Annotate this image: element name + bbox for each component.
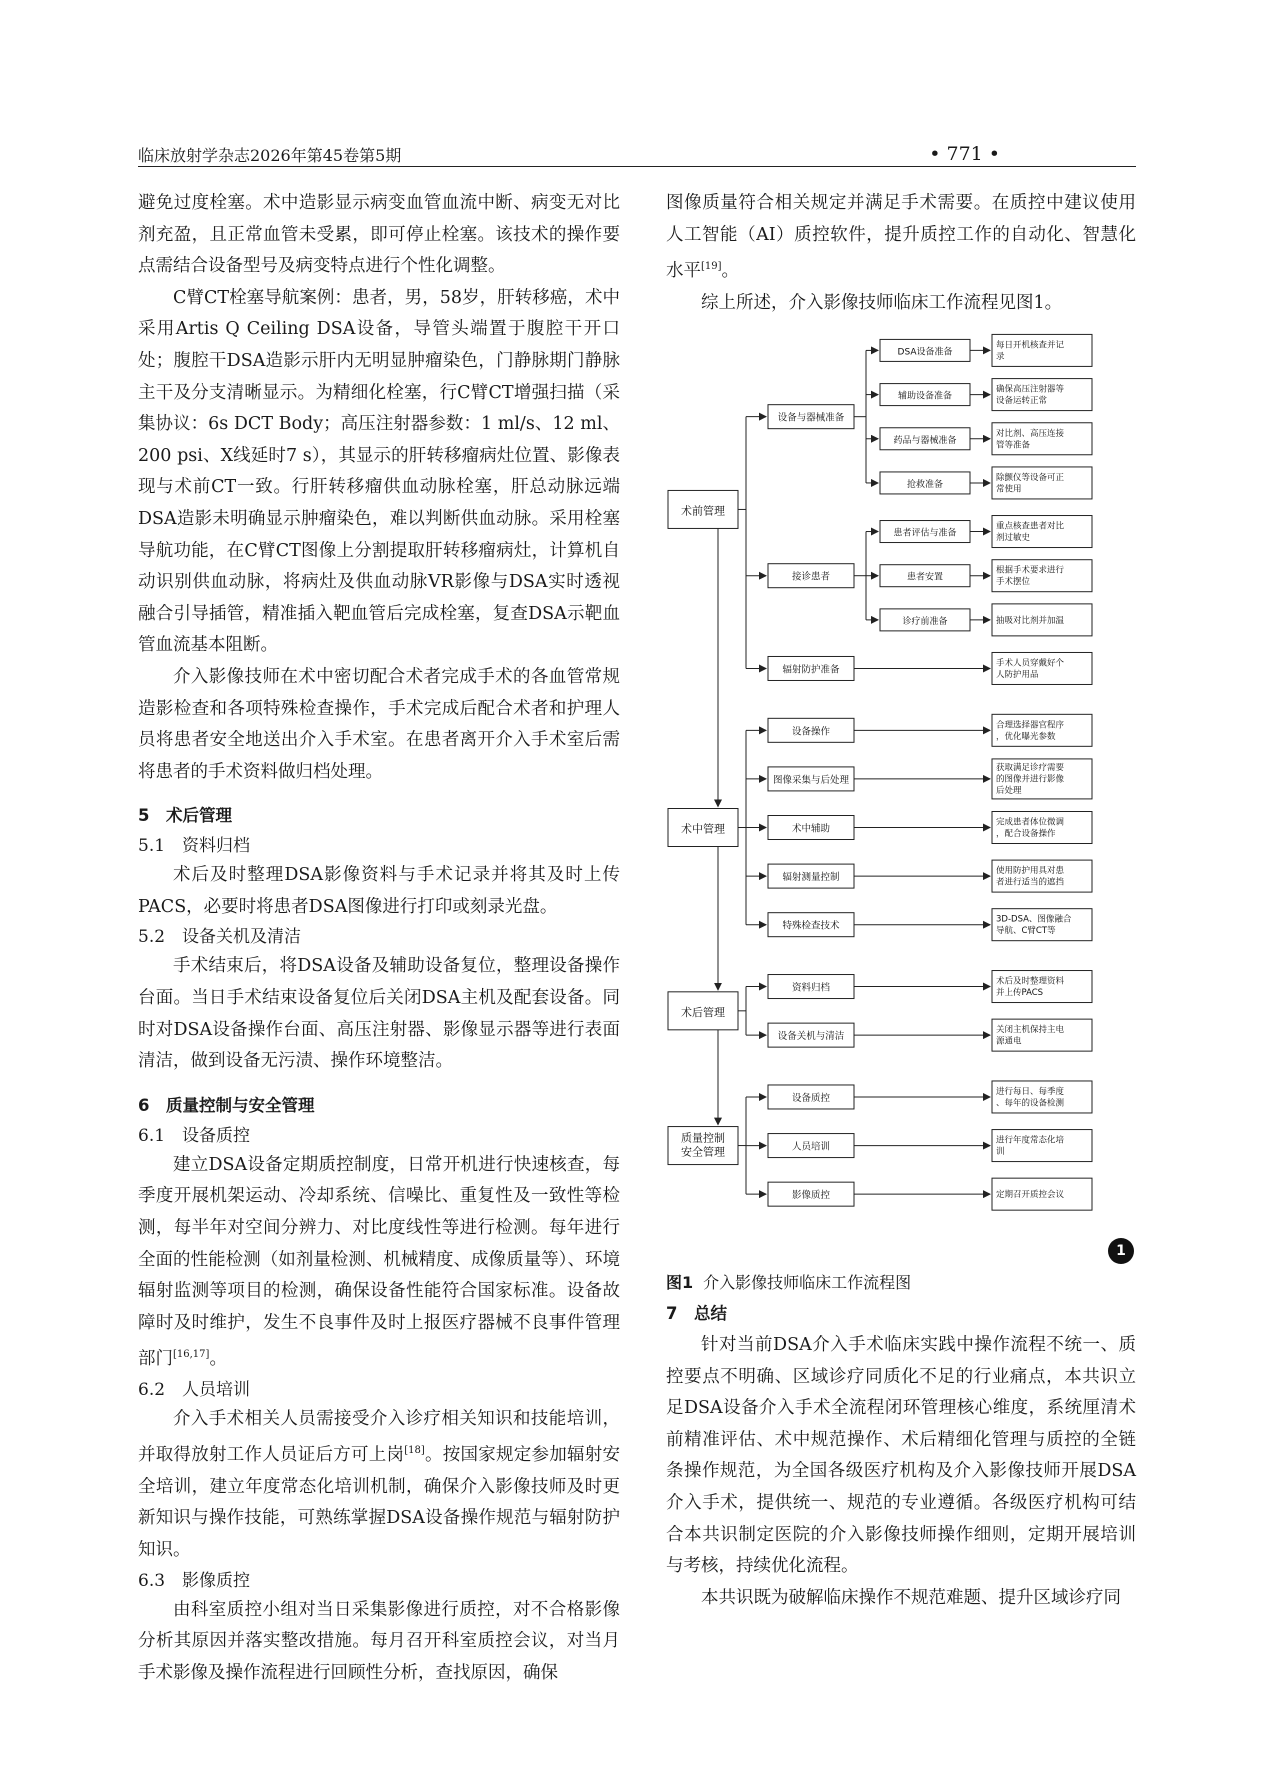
figure-label: 图1 [666, 1273, 694, 1292]
paragraph: 术后及时整理DSA影像资料与手术记录并将其及时上传PACS，必要时将患者DSA图像进行打印或刻录光盘。 [138, 865, 620, 917]
group-label: 设备关机与清洁 [777, 1031, 845, 1043]
group-label: 接诊患者 [791, 571, 831, 583]
note-text: 抽吸对比剂并加温 [996, 615, 1065, 626]
stage-label: 术后管理 [681, 1005, 725, 1019]
step-label: 辅助设备准备 [897, 391, 953, 402]
group-label: 特殊检查技术 [782, 920, 840, 932]
section-heading: 7 总结 [666, 1304, 727, 1323]
group-label: 资料归档 [791, 982, 831, 994]
journal-header: 临床放射学杂志2026年第45卷第5期 [138, 146, 402, 165]
note-text: 使用防护用具对患者进行适当的遮挡 [996, 866, 1065, 888]
group-label: 辐射测量控制 [782, 872, 840, 884]
paragraph: 综上所述，介入影像技师临床工作流程见图1。 [701, 292, 1063, 313]
subsection-heading: 5.2 设备关机及清洁 [138, 927, 302, 948]
group-label: 图像采集与后处理 [772, 774, 850, 786]
group-label: 设备操作 [791, 726, 831, 738]
right-column-top [666, 188, 1136, 319]
figure-caption-text: 介入影像技师临床工作流程图 [703, 1273, 912, 1292]
group-label: 影像质控 [791, 1190, 831, 1202]
subsection-heading: 6.2 人员培训 [138, 1379, 251, 1400]
note-text: 重点核查患者对比剂过敏史 [996, 521, 1065, 544]
paragraph: 本共识既为破解临床操作不规范难题、提升区域诊疗同 [701, 1587, 1121, 1608]
section-heading: 6 质量控制与安全管理 [138, 1095, 315, 1115]
group-label: 设备与器械准备 [777, 412, 845, 424]
step-label: 诊疗前准备 [902, 616, 948, 627]
stage-label: 术前管理 [681, 504, 725, 518]
paragraph-text: 图像质量符合相关规定并满足手术需要。在质控中建议使用人工智能（AI）质控软件，提升质控工作的自动化、智慧化水平 [666, 193, 1136, 282]
header-rule [138, 166, 1136, 167]
note-text: 3D-DSA、图像融合导航、C臂CT等 [996, 914, 1072, 937]
group-label: 设备质控 [791, 1092, 831, 1104]
right-column-bottom [666, 1302, 1136, 1614]
paragraph [138, 1404, 620, 1567]
workflow-diagram [666, 332, 1148, 1262]
step-label: DSA设备准备 [897, 347, 953, 358]
figure-caption [666, 1270, 911, 1293]
left-column [138, 188, 620, 1689]
note-text: 确保高压注射器等设备运转正常 [996, 384, 1065, 407]
note-text: 除颤仪等设备可正常使用 [996, 472, 1065, 495]
note-text: 每日开机核查并记录 [996, 340, 1065, 362]
paragraph [138, 1150, 620, 1376]
citation[interactable]: [19] [701, 261, 722, 273]
page-number: • 771 • [929, 143, 1000, 165]
citation[interactable]: [18] [404, 1445, 425, 1457]
paragraph: 避免过度栓塞。术中造影显示病变血管血流中断、病变无对比剂充盈，且正常血管未受累，即可停止栓塞。该技术的操作要点需结合设备型号及病变特点进行个性化调整。 [138, 193, 620, 277]
paragraph: 介入影像技师在术中密切配合术者完成手术的各血管常规造影检查和各项特殊检查操作，手术完成后配合术者和护理人员将患者安全地送出介入手术室。在患者离开介入手术室后需将患者的手术资料做归档处理。 [138, 666, 620, 782]
group-label: 术中辅助 [791, 823, 831, 835]
note-text: 关闭主机保持主电源通电 [996, 1025, 1065, 1047]
note-text: 获取满足诊疗需要的图像并进行影像后处理 [996, 762, 1065, 796]
paragraph-text: 。按国家规定参加辐射安全培训，建立年度常态化培训机制，确保介入影像技师及时更新知识与操作技能，可熟练掌握DSA设备操作规范与辐射防护知识。 [138, 1445, 621, 1561]
step-label: 患者评估与准备 [893, 528, 957, 539]
paragraph: 由科室质控小组对当日采集影像进行质控，对不合格影像分析其原因并落实整改措施。每月召开科室质控会议，对当月手术影像及操作流程进行回顾性分析，查找原因，确保 [138, 1599, 620, 1683]
paragraph [666, 188, 1136, 288]
subsection-heading: 6.1 设备质控 [138, 1125, 251, 1146]
note-text: 完成患者体位微调，配合设备操作 [996, 817, 1065, 840]
paragraph-text: 建立DSA设备定期质控制度，日常开机进行快速核查，每季度开展机架运动、冷却系统、信噪比、重复性及一致性等检测，每半年对空间分辨力、对比度线性等进行检测。每年进行全面的性能检测（如剂量检测、机械精度、成像质量等）、环境辐射监测等项目的检测，确保设备性能符合国家标准。设备故障时及时维护，发生不良事件及时上报医疗器械不良事件管理部门 [138, 1154, 620, 1370]
note-text: 合理选择器官程序，优化曝光参数 [996, 720, 1065, 742]
figure-badge: 1 [1108, 1238, 1134, 1264]
group-label: 辐射防护准备 [782, 664, 840, 676]
note-text: 定期召开质控会议 [996, 1190, 1065, 1201]
paragraph-text: 。 [721, 261, 740, 282]
workflow-figure [666, 332, 1148, 1262]
step-label: 药品与器械准备 [893, 435, 957, 446]
citation[interactable]: [16,17] [173, 1349, 210, 1361]
paragraph: C臂CT栓塞导航案例：患者，男，58岁，肝转移癌，术中采用Artis Q Ceiling DSA设备，导管头端置于腹腔干开口处；腹腔干DSA造影示肝内无明显肿瘤染色，门静脉期门静脉主干及分支清晰显示。为精细化栓塞，行C臂CT增强扫描（采集协议：6s DCT Body；高压注射器参数：1 ml/s、12 ml、200 psi、X线延时7 s），其显示的肝转移瘤病灶位置、影像表现与术前CT一致。行肝转移瘤供血动脉栓塞，肝总动脉远端DSA造影未明确显示肿瘤染色，难以判断供血动脉。采用栓塞导航功能，在C臂CT图像上分割提取肝转移瘤病灶，计算机自动识别供血动脉，将病灶及供血动脉VR影像与DSA实时透视融合引导插管，精准插入靶血管后完成栓塞，复查DSA示靶血管血流基本阻断。 [138, 287, 620, 656]
note-text: 进行年度常态化培训 [996, 1135, 1065, 1158]
paragraph: 手术结束后，将DSA设备及辅助设备复位，整理设备操作台面。当日手术结束设备复位后关闭DSA主机及配套设备。同时对DSA设备操作台面、高压注射器、影像显示器等进行表面清洁，做到设备无污渍、操作环境整洁。 [138, 956, 620, 1072]
note-text: 根据手术要求进行手术摆位 [996, 565, 1065, 588]
note-text: 进行每日、每季度、每年的设备检测 [996, 1086, 1065, 1109]
subsection-heading: 6.3 影像质控 [138, 1570, 251, 1591]
paragraph-text: 。 [209, 1349, 227, 1370]
note-text: 手术人员穿戴好个人防护用品 [996, 658, 1065, 680]
note-text: 对比剂、高压连接管等准备 [996, 428, 1065, 451]
stage-label: 质量控制安全管理 [681, 1131, 725, 1159]
paragraph: 针对当前DSA介入手术临床实践中操作流程不统一、质控要点不明确、区域诊疗同质化不足的行业痛点，本共识立足DSA设备介入手术全流程闭环管理核心维度，系统厘清术前精准评估、术中规范操作、术后精细化管理与质控的全链条操作规范，为全国各级医疗机构及介入影像技师开展DSA介入手术，提供统一、规范的专业遵循。各级医疗机构可结合本共识制定医院的介入影像技师操作细则，定期开展培训与考核，持续优化流程。 [666, 1335, 1136, 1577]
section-heading: 5 术后管理 [138, 806, 232, 826]
step-label: 患者安置 [906, 572, 944, 583]
subsection-heading: 5.1 资料归档 [138, 836, 251, 857]
stage-label: 术中管理 [681, 822, 725, 836]
paragraph-text: 介入手术相关人员需接受介入诊疗相关知识和技能培训，并取得放射工作人员证后方可上岗 [138, 1408, 620, 1466]
step-label: 抢救准备 [906, 479, 944, 490]
note-text: 术后及时整理资料并上传PACS [996, 976, 1065, 999]
group-label: 人员培训 [791, 1141, 831, 1153]
